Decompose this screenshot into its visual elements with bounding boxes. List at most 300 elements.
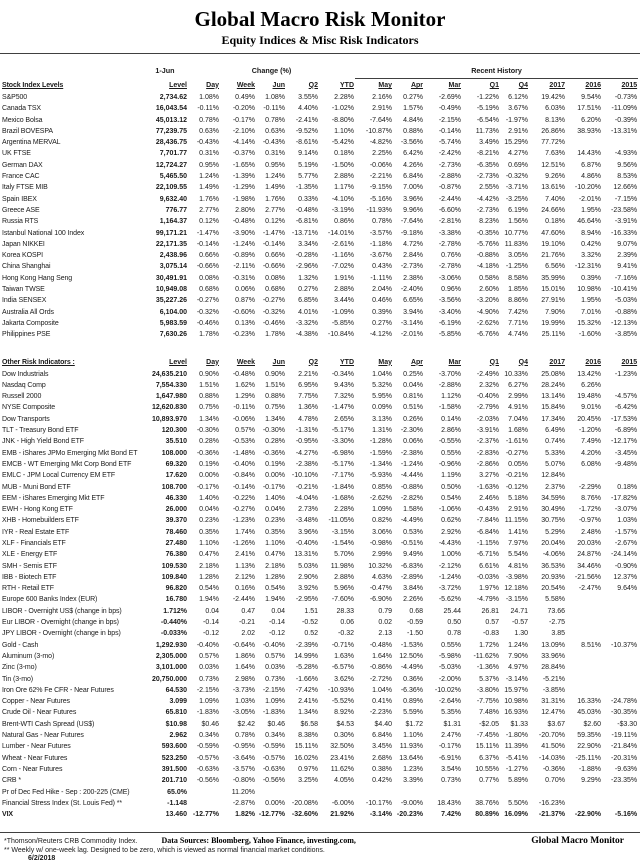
cell-2017: 19.99% (541, 319, 565, 327)
cell-may: 0.41% (372, 698, 392, 706)
cell-may: -10.87% (365, 127, 392, 135)
cell-apr: 0.89% (403, 698, 423, 706)
table-row (2, 402, 638, 413)
cell-apr: 13.64% (399, 754, 423, 762)
cell-jun: -0.32% (262, 308, 285, 316)
cell-2017: 26.86% (541, 127, 565, 135)
cell-q2: -0.95% (295, 438, 318, 446)
cell-2016: -0.97% (578, 517, 601, 525)
cell-may: -4.82% (369, 139, 392, 147)
cell-apr: 3.39% (403, 777, 423, 785)
cell-apr: 1.10% (403, 732, 423, 740)
cell-q1: 11.73% (475, 127, 499, 135)
cell-2016 (566, 617, 602, 628)
cell-q2: 5.19% (298, 161, 318, 169)
cell-mar: 0.54% (441, 494, 461, 502)
cell-q2: -20.08% (291, 799, 318, 807)
cell-jun: 0.78% (265, 116, 285, 124)
row-label: Corn - Near Futures (2, 765, 63, 773)
cell-q4: -1.61% (505, 438, 528, 446)
cell-day: -0.40% (196, 641, 219, 649)
table-row (2, 318, 638, 329)
table-body (2, 79, 638, 821)
cell-apr: 0.88% (403, 127, 423, 135)
cell-q4: -3.25% (505, 195, 528, 203)
cell-level: 391.500 (161, 765, 187, 773)
cell-ytd: -5.52% (331, 698, 354, 706)
cell-may: -1.59% (369, 449, 392, 457)
column-header-ytd: YTD (340, 81, 354, 89)
cell-day: 1.94% (199, 596, 219, 604)
cell-apr: 0.68 (409, 607, 423, 615)
cell-ytd: -7.60% (331, 596, 354, 604)
cell-q1: -$2.05 (479, 720, 499, 728)
table-row (2, 137, 638, 148)
cell-jun: 1.10% (265, 539, 285, 547)
cell-day: 0.57% (199, 652, 219, 660)
row-label: XLF - Financials ETF (2, 539, 66, 547)
table-row (2, 775, 638, 786)
cell-day: -0.14 (203, 619, 219, 627)
cell-ytd: -6.57% (331, 664, 354, 672)
cell-week: -2.44% (232, 596, 255, 604)
cell-2017: 0.74% (545, 438, 565, 446)
cell-jun: 0.90% (265, 370, 285, 378)
cell-level: 2.962 (169, 732, 187, 740)
row-label: German DAX (2, 161, 43, 169)
cell-q1: 1.97% (479, 585, 499, 593)
cell-2017: 7.63% (545, 150, 565, 158)
cell-q1 (462, 787, 500, 798)
row-label: Brent-WTI Cash Spread (US$) (2, 720, 95, 728)
brand-name: Global Macro Monitor (531, 836, 624, 846)
cell-2017: 28.24% (541, 381, 565, 389)
cell-apr: -2.82% (400, 494, 423, 502)
cell-q4: -1.97% (505, 116, 528, 124)
cell-day: 0.47% (199, 551, 219, 559)
cell-apr: -2.01% (400, 331, 423, 339)
cell-2016: 7.49% (581, 438, 601, 446)
row-label: VIX (2, 811, 13, 819)
cell-day: -1.47% (196, 229, 219, 237)
cell-week: 2.80% (235, 206, 255, 214)
cell-day: 0.88% (199, 393, 219, 401)
cell-jun: 1.24% (265, 173, 285, 181)
cell-mar: -2.44% (438, 195, 461, 203)
cell-week: 1.03% (235, 698, 255, 706)
cell-q4: $1.33 (510, 720, 528, 728)
column-header-may: May (378, 358, 392, 366)
cell-ytd: -5.85% (331, 319, 354, 327)
row-label: JPY LIBOR - Overnight (change in bps) (2, 630, 121, 638)
table-row (2, 92, 638, 103)
cell-q1: -0.03% (476, 573, 499, 581)
cell-jun: 0.03% (265, 664, 285, 672)
cell-may: 2.99% (372, 551, 392, 559)
cell-mar: 0.55% (441, 449, 461, 457)
cell-week: -0.20% (232, 105, 255, 113)
cell-q4: 1.85% (508, 286, 528, 294)
cell-mar: 0.50% (441, 483, 461, 491)
cell-may: 0.38% (372, 765, 392, 773)
cell-may: -5.93% (369, 472, 392, 480)
column-header-q1: Q1 (489, 82, 499, 89)
cell-apr: 9.49% (403, 551, 423, 559)
cell-2015: -6.89% (614, 427, 638, 435)
cell-jun: 0.23% (265, 517, 285, 525)
cell-q4: -1.25% (505, 263, 528, 271)
cell-q2: -4.27% (295, 449, 318, 457)
cell-2016: 3.32% (581, 252, 601, 260)
cell-apr: 0.25% (403, 370, 423, 378)
cell-week: -0.84% (232, 472, 255, 480)
cell-day: 0.35% (199, 528, 219, 536)
cell-2015: -20.31% (611, 754, 638, 762)
cell-jun: 1.28% (265, 573, 285, 581)
cell-q2: 3.96% (298, 528, 318, 536)
table-row (2, 115, 638, 126)
column-header-q1: Q1 (489, 358, 499, 366)
cell-ytd: 5.70% (334, 551, 354, 559)
row-label: Taiwan TWSE (2, 286, 45, 294)
row-label: Zinc (3-mo) (2, 664, 37, 672)
cell-2017: 13.61% (541, 184, 565, 192)
cell-2015: -2.67% (614, 539, 638, 547)
cell-ytd: -0.34% (331, 370, 354, 378)
cell-week: -0.11% (233, 404, 255, 412)
column-header-jun: Jun (272, 358, 285, 366)
cell-week: -3.05% (232, 709, 255, 717)
cell-2016: 6.87% (581, 161, 601, 169)
cell-mar: 1.19% (441, 472, 461, 480)
cell-q2: 7.75% (298, 393, 318, 401)
cell-2015 (602, 594, 638, 605)
cell-q4: 1.56% (508, 218, 528, 226)
row-label: Australia All Ords (2, 308, 54, 316)
cell-level: 24,635.210 (151, 370, 187, 378)
cell-q4: 5.89% (508, 777, 528, 785)
table-row (2, 707, 638, 718)
cell-2015: -0.88% (614, 308, 638, 316)
cell-level: 22,171.35 (155, 240, 187, 248)
cell-2015: 1.03% (617, 517, 638, 525)
cell-apr: -0.51% (400, 539, 423, 547)
cell-apr: 9.96% (403, 206, 423, 214)
cell-mar: -0.14% (438, 127, 461, 135)
cell-2015 (602, 380, 638, 391)
cell-mar: -2.78% (438, 240, 461, 248)
row-label: EMB - iShares JPMo Emerging Mkt Bond ET (2, 449, 138, 457)
cell-2016: -2.01% (578, 195, 601, 203)
cell-2017: 73.66 (547, 607, 565, 615)
group-header-change: Change (%) (251, 66, 292, 76)
cell-day: -0.27% (196, 297, 219, 305)
cell-2017: 7.40% (545, 195, 565, 203)
cell-2015: -24.78% (611, 698, 638, 706)
cell-level: 16.780 (165, 596, 187, 604)
cell-apr: 11.93% (399, 743, 423, 751)
table-row (2, 126, 638, 137)
cell-ytd: -14.01% (327, 229, 354, 237)
cell-ytd: 2.28% (334, 94, 354, 101)
cell-2017: 5.07% (545, 460, 565, 468)
cell-jun: 0.35% (265, 528, 285, 536)
cell-q2: 2.73% (298, 506, 318, 514)
cell-day: 1.40% (199, 494, 219, 502)
cell-q1: -4.79% (476, 596, 499, 604)
cell-2016: 20.45% (577, 415, 601, 423)
table-row (2, 549, 638, 560)
cell-jun: 0.63% (265, 127, 285, 135)
column-header-day: Day (206, 358, 219, 366)
cell-q4: 16.09% (504, 811, 528, 819)
table-row (2, 228, 638, 239)
cell-2016: 9.29% (581, 777, 601, 785)
cell-ytd: -5.17% (331, 460, 354, 468)
cell-q1: -2.83% (476, 449, 499, 457)
cell-2016: 8.51% (581, 641, 601, 649)
cell-q2: 3.55% (298, 94, 318, 101)
cell-2016: -25.11% (575, 754, 601, 762)
cell-apr: 6.84% (403, 173, 423, 181)
row-label: LIBOR - Overnight US$ (change in bps) (2, 607, 122, 615)
risk-monitor-table (2, 64, 638, 820)
cell-level: 5,465.50 (159, 173, 187, 181)
cell-q1: 0.58% (479, 274, 499, 282)
cell-2016: 34.46% (577, 562, 601, 570)
cell-ytd: -3.15% (331, 528, 354, 536)
cell-may: -0.06% (369, 161, 392, 169)
cell-2017: 3.85 (551, 630, 565, 638)
cell-q2: 3.92% (298, 585, 318, 593)
table-row (2, 470, 638, 481)
cell-apr: 2.26% (403, 596, 423, 604)
cell-mar: 1.00% (441, 551, 461, 559)
cell-q1: -2.79% (476, 404, 499, 412)
cell-level: 35,227.26 (155, 297, 187, 305)
cell-2017: 21.76% (541, 252, 565, 260)
cell-week: -0.06% (232, 415, 255, 423)
cell-2016: 46.64% (577, 218, 601, 226)
cell-day: 1.24% (199, 173, 219, 181)
table-row (2, 787, 638, 798)
cell-2015: -10.41% (611, 286, 638, 294)
group-header-date: 1-Jun (155, 66, 175, 76)
cell-2017: 24.66% (541, 206, 565, 214)
row-label: Tin (3-mo) (2, 675, 34, 683)
cell-q1: 8.23% (479, 218, 499, 226)
cell-q1: 6.61% (479, 562, 499, 570)
cell-apr: 1.57% (403, 105, 423, 113)
cell-jun: -0.12 (269, 630, 285, 638)
cell-q4: 5.50% (508, 799, 528, 807)
row-label: Wheat - Near Futures (2, 754, 68, 762)
page-title: Global Macro Risk Monitor (194, 7, 446, 31)
cell-q1: -4.42% (476, 195, 499, 203)
cell-day: -0.43% (196, 139, 219, 147)
cell-apr: -2.40% (400, 286, 423, 294)
row-label: Argentina MERVAL (2, 139, 61, 147)
cell-2017: 17.34% (541, 415, 565, 423)
cell-2017: 31.31% (541, 698, 565, 706)
cell-may: -11.93% (366, 206, 392, 214)
column-header-apr: Apr (410, 82, 423, 89)
cell-may: 0.82% (372, 517, 392, 525)
cell-level: 22,109.55 (155, 184, 187, 192)
cell-mar: -6.60% (438, 206, 461, 214)
cell-2016: 15.32% (577, 319, 601, 327)
cell-2015: -0.39% (614, 116, 638, 124)
cell-ytd: 1.10% (334, 127, 354, 135)
cell-q2: -0.48% (295, 206, 318, 214)
cell-level: 10,893.970 (151, 415, 187, 423)
cell-mar: -0.55% (438, 438, 461, 446)
cell-day: -0.57% (196, 754, 219, 762)
column-header-mar: Mar (448, 82, 461, 89)
cell-2015: 2.39% (617, 252, 638, 260)
table-row (2, 764, 638, 775)
cell-q2: -4.04% (295, 494, 318, 502)
cell-week: 0.49% (235, 94, 255, 101)
cell-mar: -6.19% (438, 319, 461, 327)
cell-2017: $3.67 (547, 720, 565, 728)
cell-2016 (566, 606, 602, 617)
cell-may: 0.78% (372, 218, 392, 226)
column-header-level: Level (169, 81, 187, 89)
cell-2017: 8.13% (545, 116, 565, 124)
cell-may: -5.16% (369, 195, 392, 203)
cell-ytd: -7.02% (331, 263, 354, 271)
cell-level: 108.000 (161, 449, 187, 457)
cell-q2: -0.28% (295, 252, 318, 260)
cell-jun: -0.17% (262, 483, 285, 491)
cell-day: 0.66% (199, 252, 219, 260)
cell-2017: 28.84% (541, 664, 565, 672)
cell-mar: -3.06% (438, 274, 461, 282)
cell-day: 1.49% (199, 184, 219, 192)
cell-mar: $1.31 (443, 720, 461, 728)
cell-2016 (566, 594, 602, 605)
cell-day: -0.17% (196, 483, 219, 491)
cell-2016: 16.33% (577, 698, 601, 706)
cell-q1: -7.75% (476, 698, 499, 706)
cell-jun: -0.36% (262, 449, 285, 457)
header-divider (0, 53, 640, 54)
cell-jun: 1.76% (265, 195, 285, 203)
cell-apr: 0.04% (403, 381, 423, 389)
cell-may: 2.25% (372, 150, 392, 158)
cell-2015 (602, 674, 638, 685)
cell-jun: -0.14 (269, 619, 285, 627)
cell-ytd: -0.32 (338, 630, 354, 638)
cell-mar: -2.42% (438, 150, 461, 158)
cell-ytd: 0.86% (334, 218, 354, 226)
cell-level: 76.380 (165, 551, 187, 559)
cell-q4: 8.86% (508, 297, 528, 305)
cell-jun: 0.75% (265, 404, 285, 412)
cell-day (188, 787, 220, 798)
cell-q1: 38.76% (475, 799, 499, 807)
cell-mar: -5.74% (438, 139, 461, 147)
cell-q2: -6.81% (295, 218, 318, 226)
cell-q1: 3.49% (479, 139, 499, 147)
row-label: Gold - Cash (2, 641, 39, 649)
cell-day: -0.59% (196, 743, 219, 751)
cell-ytd: 21.92% (330, 811, 354, 819)
cell-2017: 6.49% (545, 427, 565, 435)
footnote-stress: ** Weekly w/ one-week lag. Designed to be zero, which is viewed as normal financial market conditions. (4, 847, 325, 854)
row-label: Dow Industrials (2, 370, 49, 378)
row-label: Istanbul National 100 Index (2, 229, 85, 237)
cell-2015: -0.90% (614, 562, 638, 570)
row-label: RTH - Retail ETF (2, 585, 54, 593)
cell-jun: -12.77% (258, 811, 285, 819)
cell-q1: -6.84% (476, 528, 499, 536)
cell-q1: -1.22% (476, 94, 499, 101)
cell-level: 2,734.62 (159, 94, 187, 101)
cell-2016: 24.87% (577, 551, 601, 559)
cell-q1: 2.46% (479, 494, 499, 502)
cell-q1: -2.86% (476, 460, 499, 468)
cell-jun: -0.14% (262, 240, 285, 248)
cell-mar: 0.62% (441, 517, 461, 525)
cell-may: 0.09% (372, 404, 392, 412)
cell-level: 20,750.000 (151, 675, 187, 683)
cell-may: -4.12% (369, 331, 392, 339)
cell-2015 (602, 787, 638, 798)
table-row (2, 753, 638, 764)
cell-q4: 6.19% (508, 206, 528, 214)
cell-level: 13.460 (165, 811, 187, 819)
cell-ytd: 3.44% (334, 297, 354, 305)
cell-2016 (566, 137, 602, 148)
cell-jun: -1.47% (262, 229, 285, 237)
cell-ytd: 1.63% (334, 652, 354, 660)
row-label: Aluminum (3-mo) (2, 652, 55, 660)
cell-apr: -3.56% (400, 139, 423, 147)
cell-2017: 9.26% (545, 173, 565, 181)
cell-q1: 0.57 (485, 619, 499, 627)
cell-week: -0.95% (232, 743, 255, 751)
cell-level: 65.810 (165, 709, 187, 717)
cell-apr: -0.59 (407, 619, 423, 627)
cell-2015 (602, 606, 638, 617)
cell-ytd: -3.19% (331, 206, 354, 214)
cell-q2: -1.35% (295, 184, 318, 192)
cell-week: 1.62% (235, 381, 255, 389)
cell-q4: 11.83% (504, 240, 528, 248)
cell-ytd: -1.54% (331, 539, 354, 547)
cell-jun: -0.59% (262, 743, 285, 751)
cell-mar: 2.47% (441, 732, 461, 740)
cell-2015: -3.85% (614, 331, 638, 339)
cell-day: -2.15% (196, 686, 219, 694)
cell-jun: 0.31% (265, 150, 285, 158)
cell-2015: -24.14% (611, 551, 638, 559)
row-label: S&P500 (2, 94, 28, 101)
row-label: SMH - Semis ETF (2, 562, 57, 570)
cell-jun: 0.04% (265, 506, 285, 514)
cell-level: 2,305.000 (155, 652, 187, 660)
cell-2017: 30.49% (541, 506, 565, 514)
cell-day: 1.78% (199, 331, 219, 339)
table-row (2, 809, 638, 820)
cell-ytd: 1.17% (334, 184, 354, 192)
cell-level: 17.620 (165, 472, 187, 480)
cell-day: 0.54% (199, 585, 219, 593)
cell-2015: 9.07% (617, 240, 638, 248)
cell-apr: -20.23% (396, 811, 423, 819)
